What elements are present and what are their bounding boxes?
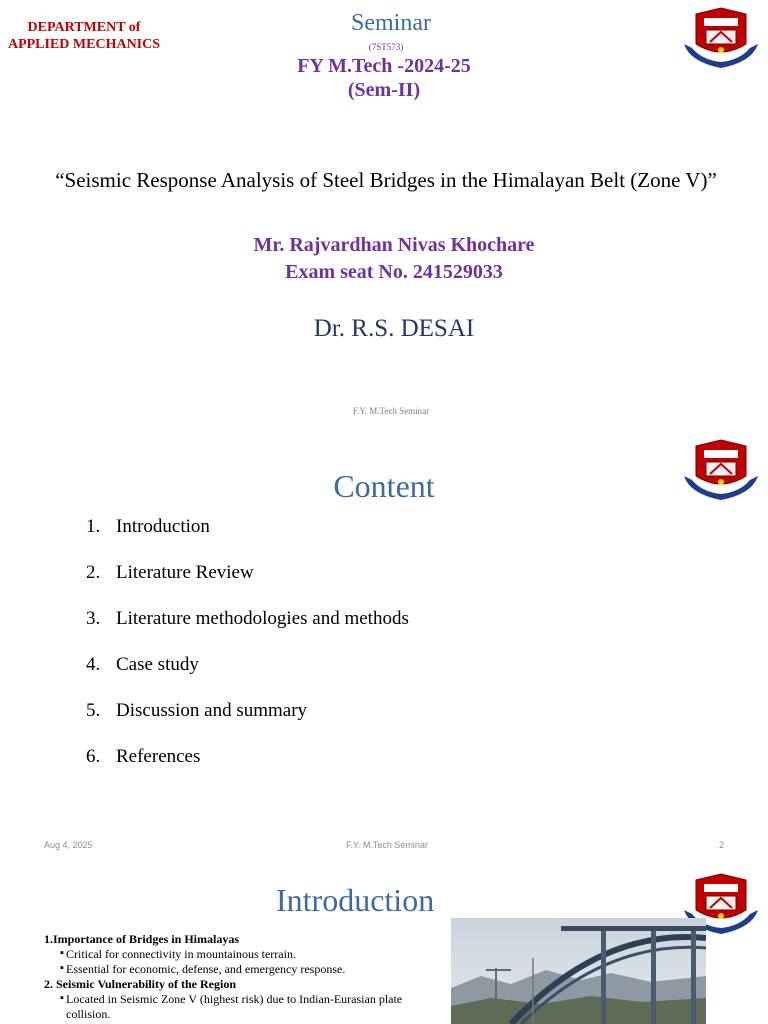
slide-date: Aug 4, 2025	[44, 840, 93, 850]
slide-footer: F.Y. M.Tech Seminar	[352, 406, 430, 416]
introduction-slide	[0, 858, 768, 1024]
toc-item	[86, 746, 409, 792]
page-number: 2	[719, 840, 725, 850]
department-name: DEPARTMENT of APPLIED MECHANICS	[7, 20, 161, 52]
toc-label: Literature methodologies and methods	[116, 608, 409, 629]
seminar-label: Seminar	[351, 10, 431, 36]
content-heading: Content	[333, 468, 435, 504]
toc-item	[86, 562, 409, 608]
toc-number: 2.	[86, 562, 101, 583]
semester: (Sem-II)	[347, 79, 421, 101]
section-heading: 2. Seismic Vulnerability of the Region	[44, 977, 237, 991]
bridge-photo	[451, 918, 706, 1024]
toc-item	[86, 516, 409, 562]
slide-footer: F.Y. M.Tech Seminar	[346, 840, 428, 850]
toc-number: 5.	[86, 700, 101, 721]
exam-seat: Exam seat No. 241529033	[285, 261, 503, 283]
toc-label: Introduction	[116, 516, 210, 537]
toc-label: Discussion and summary	[116, 700, 308, 721]
toc-number: 4.	[86, 654, 101, 675]
toc-item	[86, 608, 409, 654]
content-slide	[0, 430, 768, 858]
course-code: (7ST573)	[368, 42, 404, 52]
author-name: Mr. Rajvardhan Nivas Khochare	[253, 234, 535, 256]
toc-item	[86, 654, 409, 700]
toc-label: Case study	[116, 654, 199, 675]
toc-label: Literature Review	[116, 562, 254, 583]
section-heading: 1.Importance of Bridges in Himalayas	[44, 932, 239, 946]
toc-number: 3.	[86, 608, 101, 629]
bullet-item: ▪ Located in Seismic Zone V (highest risk) due to Indian-Eurasian plate collision.	[44, 992, 444, 1022]
table-of-contents	[86, 516, 409, 792]
introduction-body	[44, 932, 444, 1022]
bullet-item: ▪ Critical for connectivity in mountainous terrain.	[44, 947, 444, 962]
toc-number: 6.	[86, 746, 101, 767]
title-slide	[0, 0, 768, 430]
toc-item	[86, 700, 409, 746]
bullet-item: ▪ Essential for economic, defense, and emergency response.	[44, 962, 444, 977]
seminar-title: “Seismic Response Analysis of Steel Bridges in the Himalayan Belt (Zone V)”	[55, 168, 717, 192]
college-logo-icon	[680, 4, 762, 72]
program-block	[0, 54, 768, 102]
toc-number: 1.	[86, 516, 101, 537]
program-year: FY M.Tech -2024-25	[297, 55, 471, 77]
introduction-heading: Introduction	[276, 882, 435, 918]
author-block	[0, 232, 768, 286]
toc-label: References	[116, 746, 201, 767]
guide-name: Dr. R.S. DESAI	[313, 315, 475, 342]
